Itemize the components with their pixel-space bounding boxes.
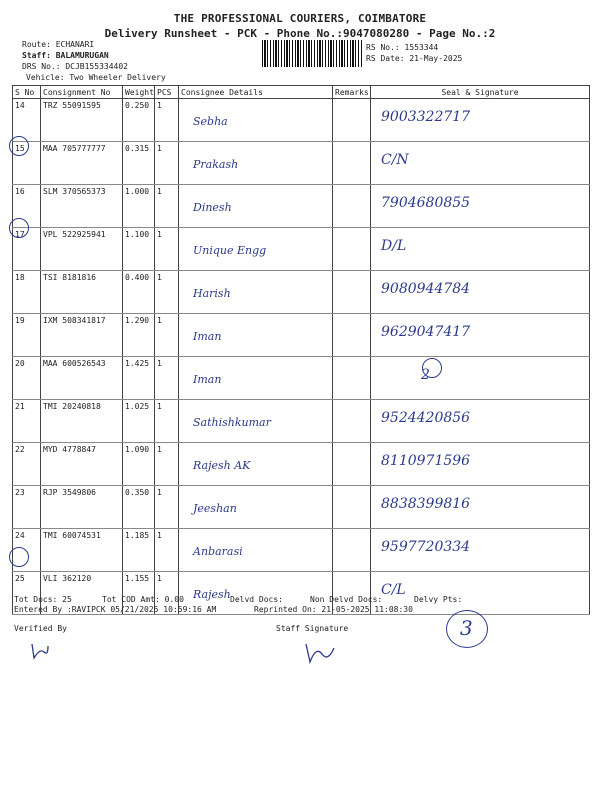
cell-weight: 1.290 [123, 314, 155, 357]
runsheet-subtitle: Delivery Runsheet - PCK - Phone No.:9047080280 - Page No.:2 [104, 27, 496, 40]
cell-consignment: MAA 705777777 [41, 142, 123, 185]
col-sno: S No [13, 86, 41, 99]
col-weight: Weight [123, 86, 155, 99]
consignee-handwritten: Prakash [193, 158, 239, 171]
barcode [262, 40, 362, 67]
table-row [13, 529, 590, 572]
cell-consignment: VLI 362120 [41, 572, 123, 615]
signature-handwritten: D/L [381, 238, 407, 254]
cell-pcs: 1 [155, 572, 179, 615]
cell-sno: 22 [13, 443, 41, 486]
signature-handwritten: C/L [381, 582, 406, 598]
cell-consignee [179, 486, 333, 529]
col-consignee: Consignee Details [179, 86, 333, 99]
cell-consignment: MAA 600526543 [41, 357, 123, 400]
cell-consignee [179, 314, 333, 357]
rs-number: RS No.: 1553344 [366, 43, 439, 52]
cell-remarks [333, 99, 371, 142]
signature-handwritten: 9003322717 [381, 109, 471, 125]
col-signature: Seal & Signature [371, 86, 590, 99]
table-row [13, 314, 590, 357]
cell-consignee [179, 357, 333, 400]
table-row [13, 99, 590, 142]
cell-weight: 0.400 [123, 271, 155, 314]
cell-weight: 1.025 [123, 400, 155, 443]
consignee-handwritten: Rajesh [193, 588, 231, 601]
cell-sno: 24 [13, 529, 41, 572]
cell-remarks [333, 185, 371, 228]
route-label: Route: ECHANARI [22, 40, 95, 49]
staff-signature-mark [302, 638, 338, 672]
cell-weight: 0.315 [123, 142, 155, 185]
cell-pcs: 1 [155, 185, 179, 228]
cell-consignee [179, 529, 333, 572]
cell-weight: 0.250 [123, 99, 155, 142]
signature-handwritten: 8838399816 [381, 496, 471, 512]
table-row [13, 185, 590, 228]
cell-remarks [333, 529, 371, 572]
col-consignment: Consignment No [41, 86, 123, 99]
staff-label: Staff: BALAMURUGAN [22, 51, 109, 60]
consignee-handwritten: Dinesh [193, 201, 232, 214]
consignee-handwritten: Jeeshan [193, 502, 237, 515]
cell-sno: 17 [13, 228, 41, 271]
cell-pcs: 1 [155, 529, 179, 572]
entered-by: Entered By :RAVIPCK 05/21/2025 10:59:16 AM [14, 605, 217, 614]
cell-remarks [333, 142, 371, 185]
consignee-handwritten: Iman [193, 373, 222, 386]
company-title: THE PROFESSIONAL COURIERS, COIMBATORE [173, 12, 427, 25]
signature-handwritten: 9524420856 [381, 410, 471, 426]
cell-consignee [179, 271, 333, 314]
consignee-handwritten: Iman [193, 330, 222, 343]
cell-consignment: IXM 508341817 [41, 314, 123, 357]
cell-weight: 1.185 [123, 529, 155, 572]
cell-consignment: SLM 370565373 [41, 185, 123, 228]
cell-pcs: 1 [155, 400, 179, 443]
reprinted-on: Reprinted On: 21-05-2025 11:08:30 [254, 605, 413, 614]
signature-handwritten: 7904680855 [381, 195, 471, 211]
consignee-handwritten: Sathishkumar [193, 416, 271, 429]
cell-consignee [179, 185, 333, 228]
table-row [13, 228, 590, 271]
cell-signature [371, 400, 590, 443]
cell-consignee [179, 142, 333, 185]
signature-handwritten: 9080944784 [381, 281, 471, 297]
cell-remarks [333, 443, 371, 486]
cell-pcs: 1 [155, 357, 179, 400]
cell-weight: 0.350 [123, 486, 155, 529]
cell-sno: 20 [13, 357, 41, 400]
staff-signature-label: Staff Signature [276, 624, 349, 633]
cell-weight: 1.425 [123, 357, 155, 400]
cell-weight: 1.155 [123, 572, 155, 615]
cell-consignee [179, 99, 333, 142]
cell-sno: 15 [13, 142, 41, 185]
cell-sno: 25 [13, 572, 41, 615]
cell-sno: 14 [13, 99, 41, 142]
row-15-circle-mark [9, 136, 29, 156]
consignee-handwritten: Harish [193, 287, 231, 300]
signature-handwritten: 2 [421, 367, 430, 383]
cell-signature [371, 443, 590, 486]
table-row [13, 443, 590, 486]
cell-consignee [179, 228, 333, 271]
staff-signature-scribble [302, 638, 338, 668]
cell-signature [371, 142, 590, 185]
cell-consignment: MYD 4778847 [41, 443, 123, 486]
verifier-signature [28, 640, 52, 666]
cell-signature [371, 185, 590, 228]
delivered-docs: Delvd Docs: [230, 595, 283, 604]
non-delivered-docs: Non Delvd Docs: [310, 595, 383, 604]
table-row [13, 400, 590, 443]
cell-signature [371, 99, 590, 142]
cell-pcs: 1 [155, 314, 179, 357]
cell-weight: 1.000 [123, 185, 155, 228]
cell-sno: 18 [13, 271, 41, 314]
rs-date: RS Date: 21-May-2025 [366, 54, 463, 63]
consignee-handwritten: Rajesh AK [193, 459, 251, 472]
cell-weight: 1.090 [123, 443, 155, 486]
col-pcs: PCS [155, 86, 179, 99]
signature-handwritten: 8110971596 [381, 453, 471, 469]
cell-consignment: TMI 20240818 [41, 400, 123, 443]
cell-consignment: TRZ 55091595 [41, 99, 123, 142]
cell-consignment: TMI 60074531 [41, 529, 123, 572]
cell-consignment: TSI 8181816 [41, 271, 123, 314]
consignee-handwritten: Sebha [193, 115, 228, 128]
consignee-handwritten: Unique Engg [193, 244, 267, 257]
cell-consignee [179, 400, 333, 443]
cell-sno: 16 [13, 185, 41, 228]
cell-remarks [333, 357, 371, 400]
cell-pcs: 1 [155, 228, 179, 271]
table-row [13, 271, 590, 314]
cell-consignee [179, 443, 333, 486]
cell-remarks [333, 228, 371, 271]
cell-signature [371, 271, 590, 314]
cell-consignment: RJP 3549806 [41, 486, 123, 529]
cell-weight: 1.100 [123, 228, 155, 271]
col-remarks: Remarks [333, 86, 371, 99]
cell-pcs: 1 [155, 486, 179, 529]
cell-signature [371, 314, 590, 357]
row-25-circle-mark [9, 547, 29, 567]
total-cod-amount: Tot COD Amt: 0.00 [102, 595, 184, 604]
verified-by-label: Verified By [14, 624, 67, 633]
cell-signature [371, 529, 590, 572]
cell-signature [371, 486, 590, 529]
cell-pcs: 1 [155, 99, 179, 142]
vehicle-label: Vehicle: Two Wheeler Delivery [26, 73, 166, 82]
table-header-row [13, 86, 590, 99]
verifier-signature-scribble [28, 640, 52, 662]
cell-remarks [333, 486, 371, 529]
consignee-handwritten: Anbarasi [193, 545, 243, 558]
table-row [13, 142, 590, 185]
signature-handwritten: C/N [381, 152, 409, 168]
delivery-points: Delvy Pts: [414, 595, 463, 604]
table-row [13, 486, 590, 529]
runsheet-table [12, 85, 590, 615]
signature-handwritten: 9629047417 [381, 324, 471, 340]
cell-remarks [333, 400, 371, 443]
row-17-circle-mark [9, 218, 29, 238]
cell-remarks [333, 314, 371, 357]
page-number-mark: 3 [460, 616, 473, 640]
total-docs: Tot Docs: 25 [14, 595, 72, 604]
table-row [13, 357, 590, 400]
signature-handwritten: 9597720334 [381, 539, 471, 555]
cell-sno: 19 [13, 314, 41, 357]
row-20-circle-mark [422, 358, 442, 378]
cell-pcs: 1 [155, 142, 179, 185]
cell-pcs: 1 [155, 271, 179, 314]
cell-consignment: VPL 522925941 [41, 228, 123, 271]
cell-signature [371, 357, 590, 400]
cell-sno: 23 [13, 486, 41, 529]
cell-remarks [333, 271, 371, 314]
drs-number: DRS No.: DCJB155334402 [22, 62, 128, 71]
cell-signature [371, 228, 590, 271]
cell-pcs: 1 [155, 443, 179, 486]
cell-sno: 21 [13, 400, 41, 443]
